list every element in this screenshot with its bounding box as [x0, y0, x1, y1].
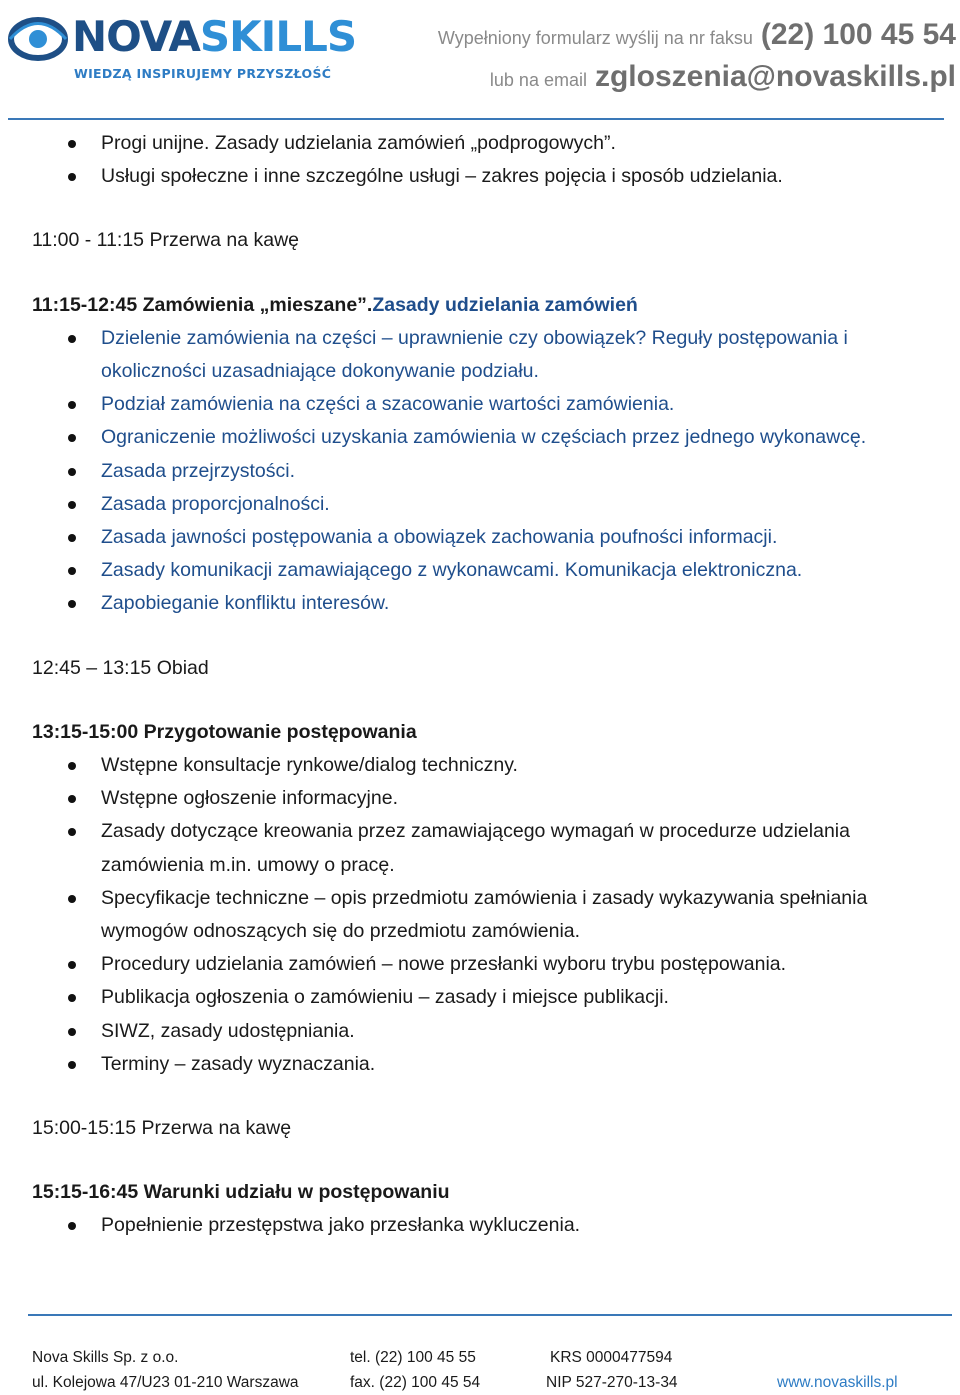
bullet-text: Wstępne ogłoszenie informacyjne.	[101, 787, 398, 810]
bullet-icon	[68, 401, 76, 409]
bullet-text: Progi unijne. Zasady udzielania zamówień „podprogowych”.	[101, 132, 616, 154]
section1-bullet-item	[32, 455, 932, 488]
bullet-text: Specyfikacje techniczne – opis przedmiotu zamówienia i zasady wykazywania spełniania	[101, 886, 868, 909]
email-link[interactable]: zgloszenia@novaskills.pl	[594, 60, 956, 93]
lunch-break: 12:45 – 13:15 Obiad	[32, 656, 209, 679]
bullet-text: Wstępne konsultacje rynkowe/dialog techniczny.	[101, 754, 518, 777]
bullet-icon	[68, 567, 76, 575]
footer-nip: NIP 527-270-13-34	[546, 1374, 678, 1391]
header-divider	[8, 118, 944, 120]
section1-bullet-item	[32, 521, 932, 554]
bullet-text: zamówienia m.in. umowy o pracę.	[101, 853, 395, 876]
bullet-text: Terminy – zasady wyznaczania.	[101, 1052, 376, 1075]
section2-bullet-list	[32, 749, 932, 1081]
agenda-content	[32, 127, 932, 1243]
bullet-text: Zasada jawności postępowania a obowiązek zachowania poufności informacji.	[101, 526, 778, 549]
fax-label: Wypełniony formularz wyślij na nr faksu	[437, 28, 753, 48]
bullet-text: Podział zamówienia na części a szacowanie wartości zamówienia.	[101, 393, 675, 416]
footer-krs: KRS 0000477594	[550, 1349, 673, 1366]
bullet-text: SIWZ, zasady udostępniania.	[101, 1019, 355, 1042]
page-header	[0, 0, 960, 122]
bullet-icon	[68, 762, 76, 770]
bullet-text: Publikacja ogłoszenia o zamówieniu – zasady i miejsce publikacji.	[101, 986, 669, 1009]
section2-bullet-item	[32, 1015, 932, 1048]
section2-bullet-item	[32, 749, 932, 782]
logo-wordmark: NOVASKILLS	[72, 12, 357, 61]
bullet-icon	[68, 1028, 76, 1036]
logo-tagline: WIEDZĄ INSPIRUJEMY PRZYSZŁOŚĆ	[74, 66, 332, 81]
bullet-icon	[68, 1222, 76, 1230]
bullet-text: Popełnienie przestępstwa jako przesłanka wykluczenia.	[101, 1214, 581, 1237]
coffee-break-1: 11:00 - 11:15 Przerwa na kawę	[32, 229, 300, 252]
bullet-text: wymogów odnoszących się do przedmiotu zamówienia.	[101, 920, 581, 943]
email-row	[438, 56, 956, 98]
bullet-icon	[68, 828, 76, 836]
bullet-text: Zasady dotyczące kreowania przez zamawiającego wymagań w procedurze udzielania	[101, 820, 850, 843]
section1-bullet-item	[32, 322, 932, 388]
section1-title-topic: Zasady udzielania zamówień	[372, 293, 638, 316]
section2-bullet-item	[32, 882, 932, 948]
bullet-text: Usługi społeczne i inne szczególne usługi – zakres pojęcia i sposób udzielania.	[101, 165, 783, 188]
section3-title: 15:15-16:45 Warunki udziału w postępowaniu	[32, 1181, 450, 1204]
bullet-icon	[68, 600, 76, 608]
bullet-text: Procedury udzielania zamówień – nowe przesłanki wyboru trybu postępowania.	[101, 953, 787, 976]
section3-bullet-list	[32, 1209, 932, 1242]
logo-eye-icon	[8, 12, 70, 66]
header-contact	[438, 14, 956, 98]
bullet-icon	[68, 795, 76, 803]
section2-bullet-item	[32, 782, 932, 815]
top-bullet-item	[32, 160, 932, 193]
top-bullet-item	[32, 127, 932, 160]
bullet-icon	[68, 501, 76, 509]
section2-bullet-item	[32, 815, 932, 881]
bullet-icon	[68, 534, 76, 542]
bullet-icon	[68, 140, 76, 148]
footer-divider	[28, 1314, 952, 1316]
footer-tel: tel. (22) 100 45 55	[350, 1349, 476, 1366]
section2-title: 13:15-15:00 Przygotowanie postępowania	[32, 720, 417, 743]
bullet-text: Zapobieganie konfliktu interesów.	[101, 592, 390, 615]
section1-title	[32, 289, 932, 322]
top-bullet-list	[32, 127, 932, 193]
email-label: lub na email	[489, 70, 587, 90]
bullet-icon	[68, 961, 76, 969]
section1-bullet-item	[32, 388, 932, 421]
section2-bullet-item	[32, 981, 932, 1014]
bullet-text: Zasada proporcjonalności.	[101, 492, 330, 515]
fax-row	[438, 14, 956, 56]
coffee-break-2: 15:00-15:15 Przerwa na kawę	[32, 1117, 292, 1140]
novaskills-logo	[8, 10, 357, 90]
section2-bullet-item	[32, 948, 932, 981]
bullet-icon	[68, 895, 76, 903]
footer-website-link[interactable]: www.novaskills.pl	[777, 1374, 898, 1391]
footer-address: ul. Kolejowa 47/U23 01-210 Warszawa	[32, 1374, 299, 1391]
section2-bullet-item	[32, 1048, 932, 1081]
bullet-text: Ograniczenie możliwości uzyskania zamówienia w częściach przez jednego wykonawcę.	[101, 426, 867, 449]
section1-bullet-item	[32, 554, 932, 587]
section1-bullet-item	[32, 421, 932, 454]
bullet-icon	[68, 468, 76, 476]
section1-bullet-item	[32, 587, 932, 620]
fax-number: (22) 100 45 54	[760, 18, 956, 51]
bullet-text: okoliczności uzasadniające dokonywanie podziału.	[101, 360, 539, 383]
footer-fax: fax. (22) 100 45 54	[350, 1374, 481, 1391]
footer-company: Nova Skills Sp. z o.o.	[32, 1349, 179, 1366]
bullet-text: Dzielenie zamówienia na części – uprawnienie czy obowiązek? Reguły postępowania i	[101, 326, 848, 349]
bullet-icon	[68, 994, 76, 1002]
bullet-icon	[68, 434, 76, 442]
bullet-icon	[68, 335, 76, 343]
bullet-text: Zasady komunikacji zamawiającego z wykonawcami. Komunikacja elektroniczna.	[101, 559, 803, 582]
bullet-icon	[68, 1061, 76, 1069]
bullet-icon	[68, 173, 76, 181]
section1-bullet-item	[32, 488, 932, 521]
section1-title-time: 11:15-12:45 Zamówienia „mieszane”.	[32, 293, 373, 316]
section1-bullet-list	[32, 322, 932, 621]
section3-bullet-item	[32, 1209, 932, 1242]
bullet-text: Zasada przejrzystości.	[101, 459, 295, 482]
